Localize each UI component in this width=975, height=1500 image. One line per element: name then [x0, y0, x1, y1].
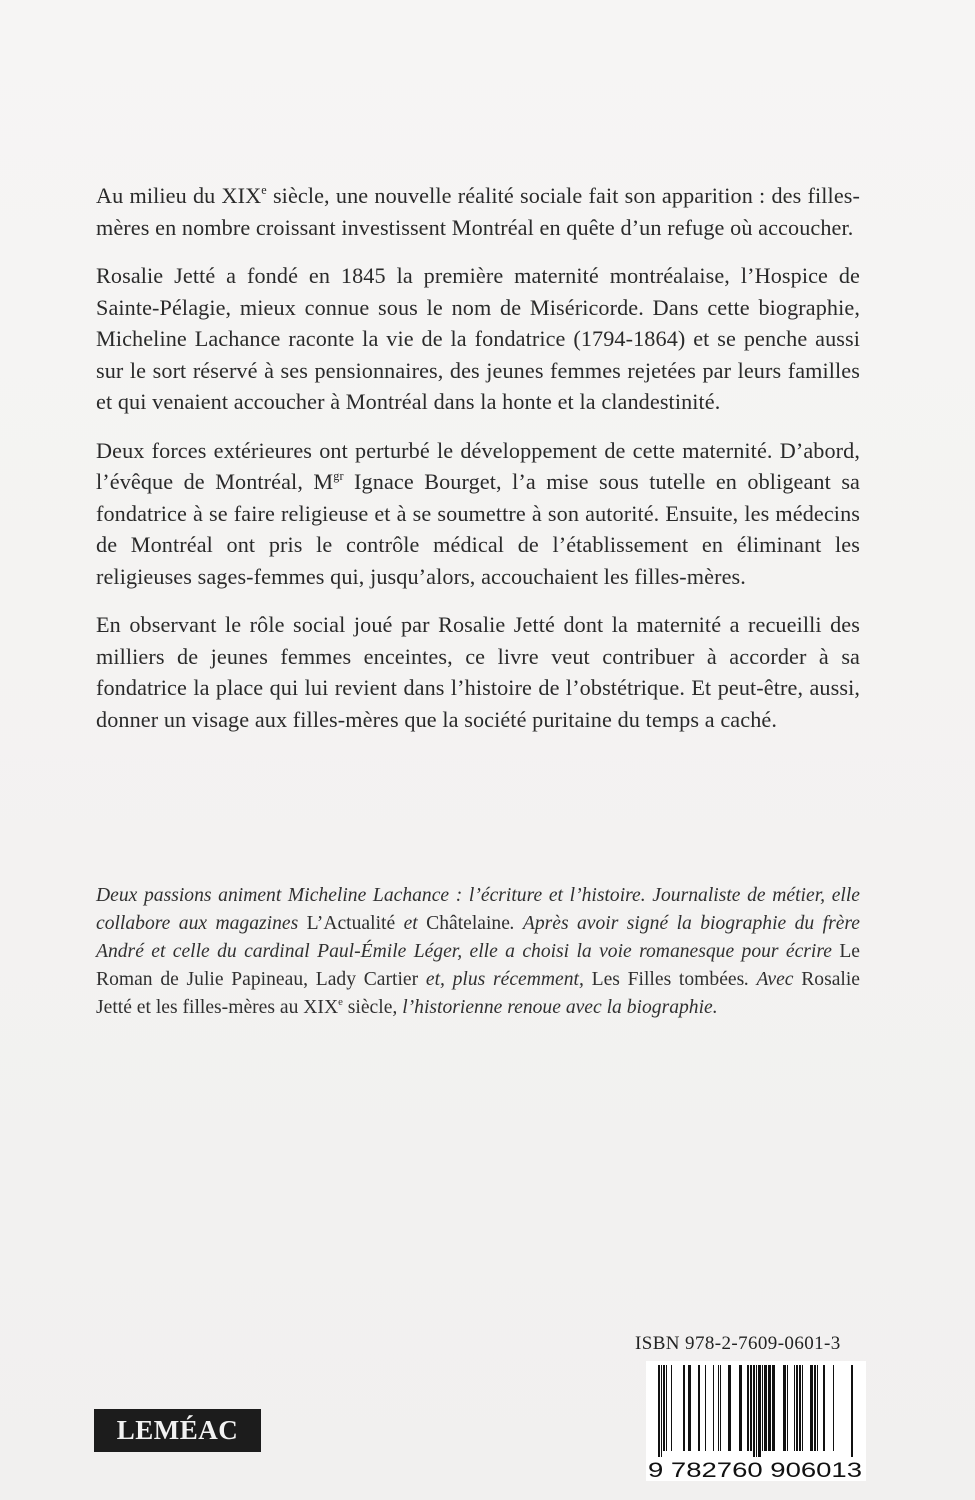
barcode-bar — [718, 1365, 719, 1451]
summary-paragraph-1: Au milieu du XIXe siècle, une nouvelle réalité sociale fait son apparition : des filles-mères en nombre croissant investissent Montréal en quête d’un refuge où accoucher. — [96, 182, 860, 240]
barcode-digits: 9 782760 906013 — [648, 1459, 862, 1481]
barcode-bar — [671, 1365, 672, 1451]
barcode-bar — [768, 1365, 771, 1451]
barcode-bar — [698, 1365, 700, 1451]
publisher-logo: LEMÉAC — [94, 1409, 261, 1452]
barcode-bar — [764, 1365, 767, 1451]
barcode-bar — [756, 1365, 757, 1457]
barcode-bar — [823, 1365, 825, 1451]
barcode-bar — [753, 1365, 755, 1457]
barcode-bar — [802, 1365, 803, 1451]
barcode-bar — [796, 1365, 798, 1451]
barcode-bar — [833, 1365, 834, 1451]
barcode-bar — [851, 1365, 853, 1457]
barcode — [646, 1361, 866, 1481]
barcode-bar — [688, 1365, 691, 1451]
barcode-bar — [758, 1365, 761, 1457]
barcode-bar — [810, 1365, 813, 1451]
barcode-bar — [772, 1365, 775, 1451]
summary-paragraph-2: Rosalie Jetté a fondé en 1845 la première maternité montréalaise, l’Hospice de Sainte-Pélagie, mieux connue sous le nom de Miséricorde. Dans cette biographie, Micheline Lachance raconte la vie de la fondatrice (1794-1864) et se penche aussi sur le sort réservé à ses pensionnaires, des jeunes femmes rejetées par leurs familles et qui venaient accoucher à Montréal dans la honte et la clandestinité. — [96, 263, 860, 414]
barcode-bar — [762, 1365, 763, 1451]
barcode-bar — [713, 1365, 714, 1451]
summary-paragraph-3: Deux forces extérieures ont perturbé le développement de cette maternité. D’abord, l’évêque de Montréal, $M^{gr}$ Ignace Bourget, l’a mise sous tutelle en obligeant sa fondatrice à se faire religieuse et à se soumettre à son autorité. Ensuite, les médecins de Montréal ont pris le contrôle médical de l’établissement en éliminant les religieuses sages-femmes qui, jusqu’alors, accouchaient les filles-mères. — [96, 437, 861, 589]
isbn-label: ISBN 978-2-7609-0601-3 — [635, 1333, 841, 1354]
barcode-bar — [817, 1365, 818, 1451]
barcode-bar — [663, 1365, 665, 1451]
barcode-bar — [728, 1365, 731, 1451]
barcode-bar — [783, 1365, 786, 1451]
barcode-bar — [658, 1365, 660, 1457]
summary-text — [96, 180, 860, 752]
summary-paragraph-4: En observant le rôle social joué par Rosalie Jetté dont la maternité a recueilli des milliers de jeunes femmes enceintes, ce livre veut contribuer à accorder à sa fondatrice la place qui lui revient dans l’histoire de l’obstétrique. Et peut-être, aussi, donner un visage aux filles-mères que la société puritaine du temps a caché. — [96, 612, 860, 732]
barcode-bar — [814, 1365, 816, 1451]
author-bio: Deux passions animent Micheline Lachance : l’écriture et l’histoire. Journaliste de métier, elle collabore aux magazines L’Actualité et Châtelaine. Après avoir signé la biographie du frère André et celle du cardinal Paul-Émile Léger, elle a choisi la voie romanesque pour écrire Le Roman de Julie Papineau, Lady Cartier et, plus récemment, Les Filles tombées. Avec Rosalie Jetté et les filles-mères au XIXe siècle, l’historienne renoue avec la biographie. — [96, 885, 860, 1018]
barcode-bar — [683, 1365, 685, 1451]
barcode-bar — [794, 1365, 795, 1451]
barcode-bar — [661, 1365, 662, 1457]
barcode-bar — [799, 1365, 801, 1451]
barcode-bar — [787, 1365, 788, 1451]
barcode-bar — [739, 1365, 742, 1451]
barcode-bar — [750, 1365, 752, 1451]
barcode-bar — [747, 1365, 749, 1451]
barcode-bar — [720, 1365, 721, 1451]
barcode-bar — [705, 1365, 706, 1451]
barcode-bar — [666, 1365, 667, 1451]
